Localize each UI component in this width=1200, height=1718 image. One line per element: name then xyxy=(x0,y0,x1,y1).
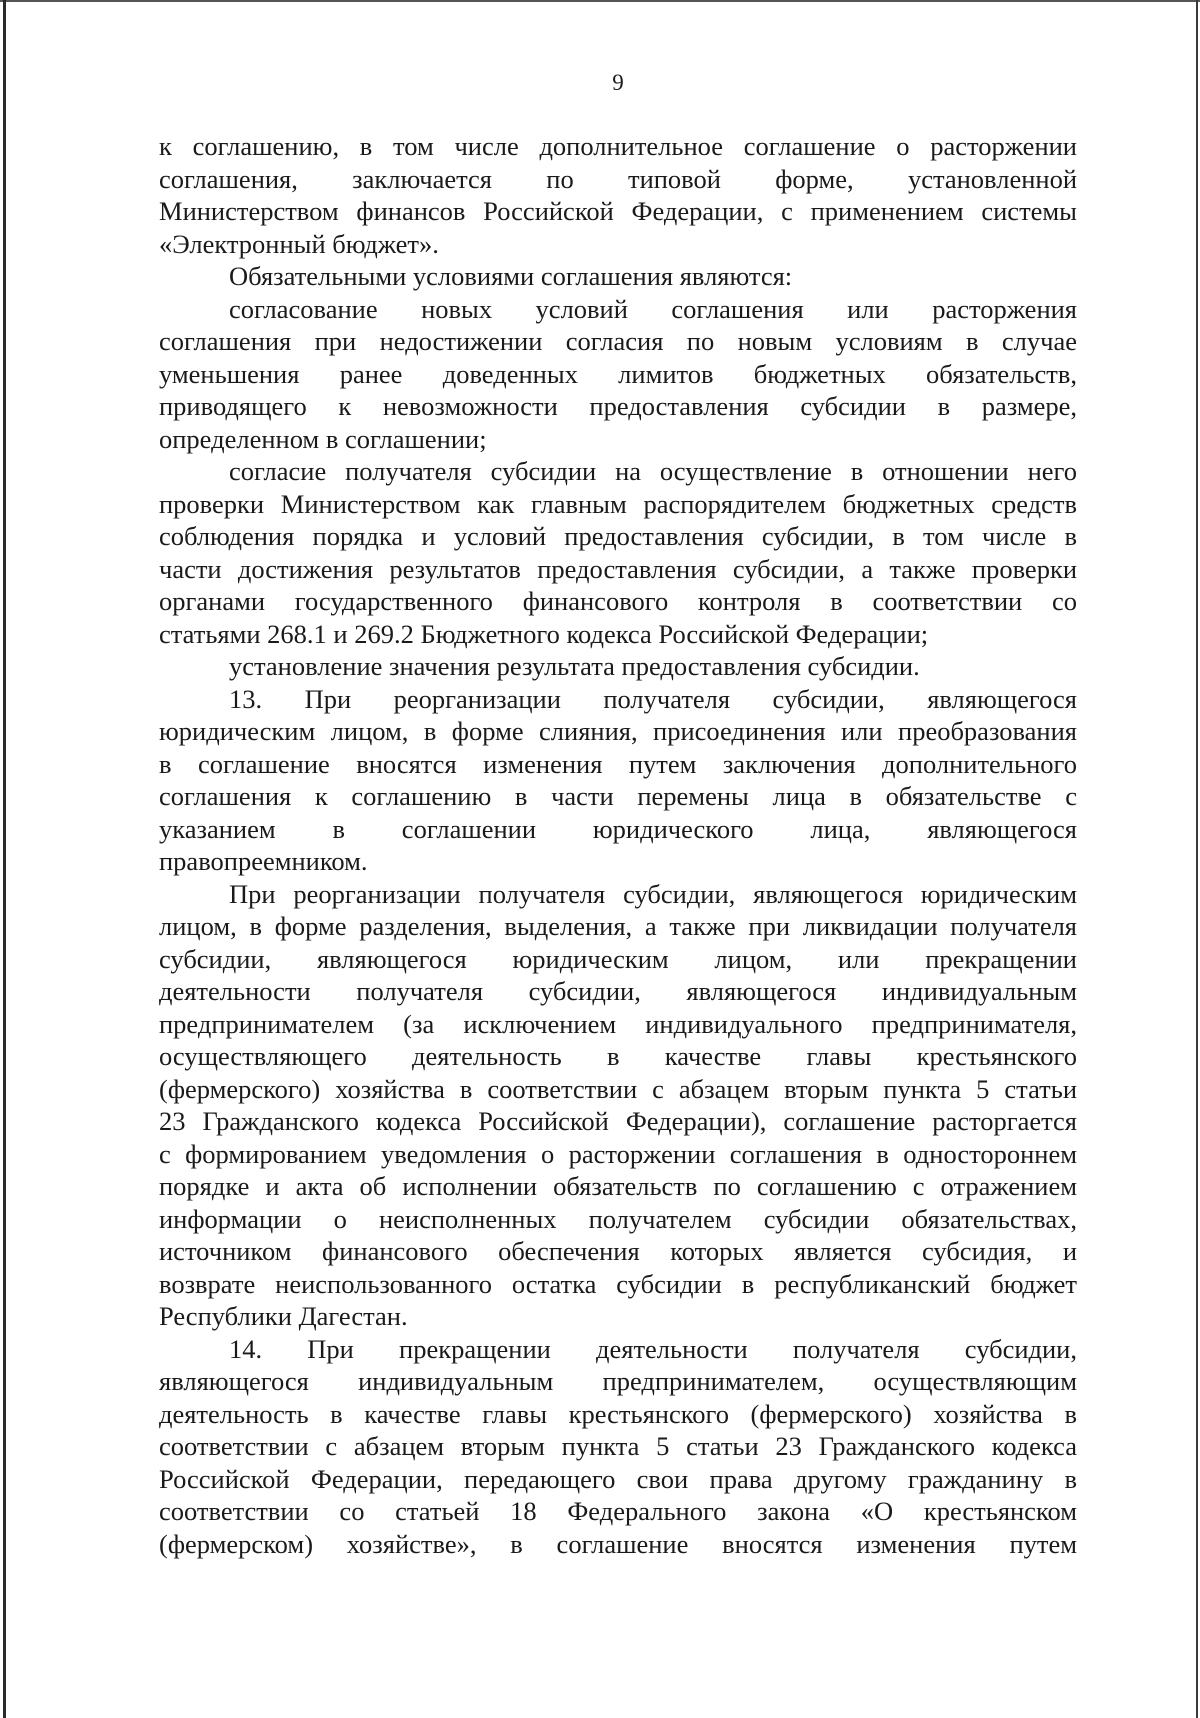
text-line: согласование новых условий соглашения или расторжения xyxy=(229,293,1077,324)
text-line: (фермерского) хозяйства в соответствии с абзацем вторым пункта 5 статьи xyxy=(159,1073,1077,1104)
text-line: «Электронный бюджет». xyxy=(159,228,439,259)
text-line: приводящего к невозможности предоставления субсидии в размере, xyxy=(159,391,1077,421)
document-body xyxy=(159,130,1077,1560)
text-line: лицом, в форме разделения, выделения, а также при ликвидации получателя xyxy=(159,911,1077,941)
text-line: правопреемником. xyxy=(159,846,368,876)
text-line: Российской Федерации, передающего свои права другому гражданину в xyxy=(159,1463,1077,1494)
text-line: указанием в соглашении юридического лица, являющегося xyxy=(159,813,1077,844)
text-line: статьями 268.1 и 269.2 Бюджетного кодекса Российской Федерации; xyxy=(159,618,929,649)
text-line: Республики Дагестан. xyxy=(159,1301,408,1331)
text-line: юридическим лицом, в форме слияния, присоединения или преобразования xyxy=(159,716,1077,746)
text-line: соглашения при недостижении согласия по новым условиям в случае xyxy=(159,326,1077,356)
text-line: 13. При реорганизации получателя субсидии, являющегося xyxy=(229,683,1077,714)
page-number: 9 xyxy=(612,70,624,95)
text-line: 14. При прекращении деятельности получателя субсидии, xyxy=(229,1333,1077,1364)
text-line: источником финансового обеспечения которых является субсидия, и xyxy=(159,1236,1077,1266)
text-line: согласие получателя субсидии на осуществление в отношении него xyxy=(229,456,1077,486)
text-line: соглашения, заключается по типовой форме, установленной xyxy=(159,163,1077,194)
text-line: части достижения результатов предоставления субсидии, а также проверки xyxy=(159,553,1077,584)
text-line: субсидии, являющегося юридическим лицом, или прекращении xyxy=(159,943,1077,974)
scan-edge-left xyxy=(3,0,6,1718)
text-line: установление значения результата предоставления субсидии. xyxy=(229,651,920,681)
text-line: деятельности получателя субсидии, являющегося индивидуальным xyxy=(159,976,1077,1006)
text-line: деятельность в качестве главы крестьянского (фермерского) хозяйства в xyxy=(159,1398,1077,1429)
text-line: (фермерском) хозяйстве», в соглашение вносятся изменения путем xyxy=(159,1528,1077,1559)
text-line: 23 Гражданского кодекса Российской Федерации), соглашение расторгается xyxy=(159,1106,1077,1136)
text-line: с формированием уведомления о расторжении соглашения в одностороннем xyxy=(159,1138,1077,1169)
text-line: соответствии с абзацем вторым пункта 5 статьи 23 Гражданского кодекса xyxy=(159,1431,1077,1461)
scan-edge-top xyxy=(0,0,1200,2)
scan-edge-right xyxy=(1196,0,1198,1718)
text-line: определенном в соглашении; xyxy=(159,423,487,454)
text-line: в соглашение вносятся изменения путем заключения дополнительного xyxy=(159,748,1077,779)
text-line: являющегося индивидуальным предпринимателем, осуществляющим xyxy=(159,1366,1077,1396)
text-line: к соглашению, в том числе дополнительное соглашение о расторжении xyxy=(159,131,1077,161)
text-line: проверки Министерством как главным распорядителем бюджетных средств xyxy=(159,488,1077,519)
text-line: соглашения к соглашению в части перемены лица в обязательстве с xyxy=(159,781,1077,811)
text-line: Министерством финансов Российской Федерации, с применением системы xyxy=(159,196,1077,226)
text-line: соответствии со статьей 18 Федерального закона «О крестьянском xyxy=(159,1496,1077,1526)
text-line: уменьшения ранее доведенных лимитов бюджетных обязательств, xyxy=(159,358,1077,389)
text-line: информации о неисполненных получателем субсидии обязательствах, xyxy=(159,1203,1077,1234)
text-line: соблюдения порядка и условий предоставления субсидии, в том числе в xyxy=(159,521,1077,551)
text-line: органами государственного финансового контроля в соответствии со xyxy=(159,586,1077,616)
text-line: осуществляющего деятельность в качестве главы крестьянского xyxy=(159,1041,1077,1071)
text-line: возврате неиспользованного остатка субсидии в республиканский бюджет xyxy=(159,1268,1077,1299)
text-line: Обязательными условиями соглашения являются: xyxy=(229,261,793,291)
text-line: При реорганизации получателя субсидии, являющегося юридическим xyxy=(229,878,1077,909)
text-line: порядке и акта об исполнении обязательств по соглашению с отражением xyxy=(159,1171,1077,1201)
text-line: предпринимателем (за исключением индивидуального предпринимателя, xyxy=(159,1008,1077,1039)
